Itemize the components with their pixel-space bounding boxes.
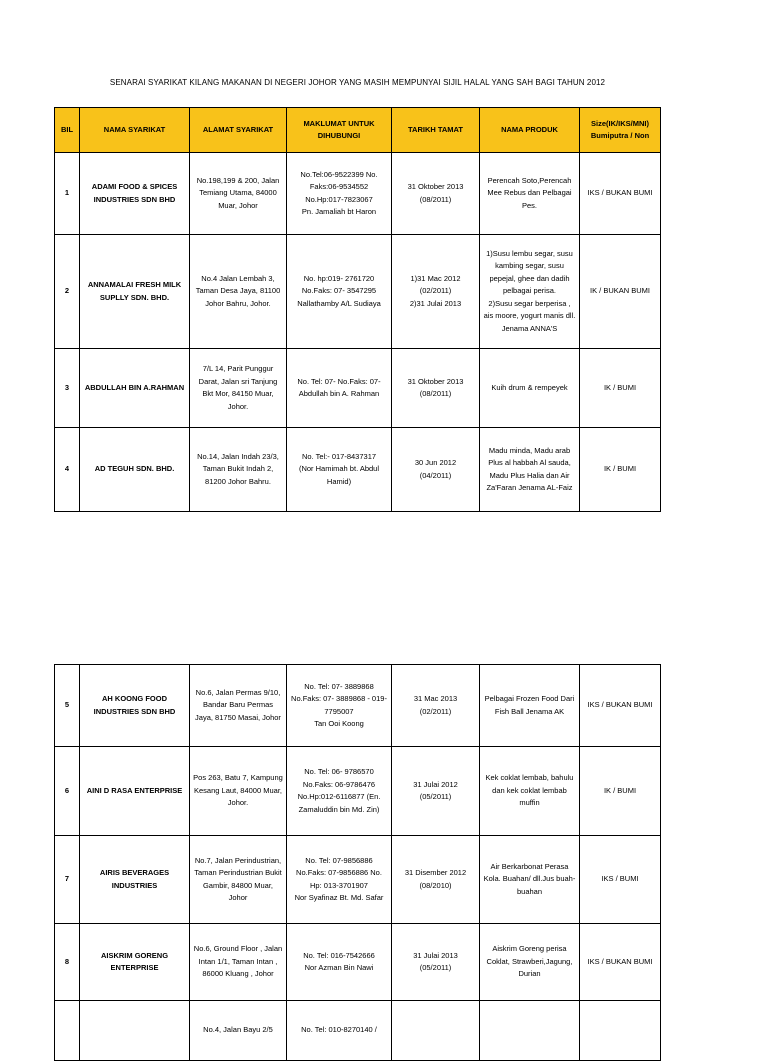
cell-maklumat-line: Abdullah bin A. Rahman xyxy=(298,389,380,398)
cell-maklumat xyxy=(287,349,392,428)
cell-nama-syarikat xyxy=(80,1001,190,1061)
cell-nama-produk: Madu minda, Madu arab Plus al habbah Al sauda, Madu Plus Halia dan Air Za'Faran Jenama AL-Faiz xyxy=(480,428,580,512)
cell-nama-syarikat: ADAMI FOOD & SPICES INDUSTRIES SDN BHD xyxy=(80,153,190,235)
cell-maklumat-line: Faks:06-9534552 xyxy=(309,182,369,191)
cell-maklumat-line: Nallathamby A/L Sudiaya xyxy=(297,298,381,308)
cell-alamat: Pos 263, Batu 7, Kampung Kesang Laut, 84000 Muar, Johor. xyxy=(190,747,287,836)
cell-nama-syarikat: AISKRIM GORENG ENTERPRISE xyxy=(80,924,190,1001)
cell-size: IKS / BUKAN BUMI xyxy=(580,665,661,747)
header-tarikh-tamat: TARIKH TAMAT xyxy=(392,108,480,153)
table-row xyxy=(55,665,661,747)
cell-tarikh-tamat xyxy=(392,924,480,1001)
cell-maklumat xyxy=(287,747,392,836)
header-nama-produk: NAMA PRODUK xyxy=(480,108,580,153)
cell-alamat: No.4, Jalan Bayu 2/5 xyxy=(190,1001,287,1061)
table-row xyxy=(55,428,661,512)
table-row xyxy=(55,924,661,1001)
cell-maklumat-line: No.Tel:06-9522399 No. xyxy=(300,169,378,179)
cell-tarikh-tamat-line: 31 Disember 2012 xyxy=(404,868,467,877)
cell-maklumat-line: No.Faks: 07- 3547295 xyxy=(301,286,377,296)
cell-nama-produk xyxy=(480,1001,580,1061)
cell-alamat: No.4 Jalan Lembah 3, Taman Desa Jaya, 81100 Johor Bahru, Johor. xyxy=(190,235,287,349)
cell-tarikh-tamat-line: 31 Oktober 2013 xyxy=(407,376,464,386)
cell-maklumat-line: No. Tel: 07-9856886 xyxy=(305,855,373,865)
cell-maklumat-line: No. hp:019- 2761720 xyxy=(303,273,375,283)
cell-nama-produk-line: Jenama ANNA'S xyxy=(501,323,558,333)
header-size-line1: Size(IK/IKS/MNI) xyxy=(591,118,649,128)
cell-alamat: No.7, Jalan Perindustrian, Taman Perindustrian Bukit Gambir, 84800 Muar, Johor xyxy=(190,836,287,924)
cell-maklumat-line: No. Tel:- 017-8437317 xyxy=(301,451,377,461)
cell-size: IK / BUMI xyxy=(580,349,661,428)
cell-bil: 1 xyxy=(55,153,80,235)
cell-nama-syarikat: ANNAMALAI FRESH MILK SUPLLY SDN. BHD. xyxy=(80,235,190,349)
cell-tarikh-tamat-line: (08/2010) xyxy=(419,880,452,890)
table-row xyxy=(55,1001,661,1061)
cell-maklumat-line: Nor Azman Bin Nawi xyxy=(304,963,374,972)
table-row xyxy=(55,235,661,349)
cell-bil: 3 xyxy=(55,349,80,428)
table-row xyxy=(55,349,661,428)
table-row xyxy=(55,747,661,836)
cell-maklumat xyxy=(287,1001,392,1061)
cell-maklumat xyxy=(287,836,392,924)
cell-tarikh-tamat-line: (02/2011) xyxy=(419,286,452,296)
cell-size: IKS / BUKAN BUMI xyxy=(580,924,661,1001)
cell-nama-syarikat: AINI D RASA ENTERPRISE xyxy=(80,747,190,836)
cell-maklumat xyxy=(287,235,392,349)
cell-nama-produk: Aiskrim Goreng perisa Coklat, Strawberi,Jagung, Durian xyxy=(480,924,580,1001)
cell-maklumat xyxy=(287,665,392,747)
cell-alamat: No.6, Jalan Permas 9/10, Bandar Baru Permas Jaya, 81750 Masai, Johor xyxy=(190,665,287,747)
cell-nama-produk: Air Berkarbonat Perasa Kola. Buahan/ dll.Jus buah-buahan xyxy=(480,836,580,924)
header-bil: BIL xyxy=(55,108,80,153)
cell-maklumat-line: Pn. Jamaliah bt Haron xyxy=(301,207,377,216)
cell-maklumat-line: No.Faks: 07- 3889868 - 019-7795007 xyxy=(291,694,387,716)
cell-bil xyxy=(55,1001,80,1061)
cell-nama-produk xyxy=(480,235,580,349)
cell-maklumat-line: Tan Ooi Koong xyxy=(314,719,364,728)
cell-tarikh-tamat xyxy=(392,349,480,428)
cell-tarikh-tamat xyxy=(392,665,480,747)
cell-size: IK / BUMI xyxy=(580,428,661,512)
cell-size xyxy=(580,1001,661,1061)
cell-tarikh-tamat-line: (08/2011) xyxy=(419,389,452,398)
header-size-line2: Bumiputra / Non xyxy=(590,131,650,140)
cell-nama-syarikat: AH KOONG FOOD INDUSTRIES SDN BHD xyxy=(80,665,190,747)
cell-tarikh-tamat xyxy=(392,153,480,235)
cell-alamat: No.198,199 & 200, Jalan Temiang Utama, 84000 Muar, Johor xyxy=(190,153,287,235)
cell-maklumat-line: No.Hp:012-6116877 (En. Zamaluddin bin Md. Zin) xyxy=(297,792,381,814)
cell-tarikh-tamat-line: 2)31 Julai 2013 xyxy=(409,298,462,308)
table-row xyxy=(55,153,661,235)
cell-nama-syarikat: AD TEGUH SDN. BHD. xyxy=(80,428,190,512)
cell-tarikh-tamat-line: 30 Jun 2012 xyxy=(414,458,457,467)
cell-size: IKS / BUMI xyxy=(580,836,661,924)
cell-maklumat xyxy=(287,924,392,1001)
page-title: SENARAI SYARIKAT KILANG MAKANAN DI NEGERI JOHOR YANG MASIH MEMPUNYAI SIJIL HALAL YANG SAH BAGI TAHUN 2012 xyxy=(109,78,606,87)
cell-nama-produk: Kek coklat lembab, bahulu dan kek coklat lembab muffin xyxy=(480,747,580,836)
cell-maklumat-line: No. Tel: 016-7542666 xyxy=(303,950,375,960)
cell-maklumat xyxy=(287,153,392,235)
cell-maklumat-line: No. Tel: 07- No.Faks: 07- xyxy=(297,376,381,386)
cell-tarikh-tamat-line: 1)31 Mac 2012 xyxy=(410,273,461,283)
cell-tarikh-tamat-line: 31 Oktober 2013 xyxy=(407,182,464,191)
cell-tarikh-tamat xyxy=(392,747,480,836)
cell-size: IKS / BUKAN BUMI xyxy=(580,153,661,235)
cell-bil: 5 xyxy=(55,665,80,747)
cell-bil: 4 xyxy=(55,428,80,512)
cell-maklumat xyxy=(287,428,392,512)
cell-maklumat-line: No. Tel: 07- 3889868 xyxy=(304,681,374,691)
cell-size: IK / BUMI xyxy=(580,747,661,836)
cell-tarikh-tamat-line: 31 Mac 2013 xyxy=(413,694,458,703)
cell-alamat: No.14, Jalan Indah 23/3, Taman Bukit Indah 2, 81200 Johor Bahru. xyxy=(190,428,287,512)
header-nama-syarikat: NAMA SYARIKAT xyxy=(80,108,190,153)
table-row xyxy=(55,836,661,924)
cell-nama-produk: Kuih drum & rempeyek xyxy=(480,349,580,428)
cell-nama-produk: Perencah Soto,Perencah Mee Rebus dan Pelbagai Pes. xyxy=(480,153,580,235)
header-maklumat: MAKLUMAT UNTUK DIHUBUNGI xyxy=(287,108,392,153)
cell-tarikh-tamat-line: (05/2011) xyxy=(419,792,452,801)
cell-tarikh-tamat-line: 31 Julai 2013 xyxy=(413,950,458,960)
cell-tarikh-tamat-line: 31 Julai 2012 xyxy=(413,779,458,789)
cell-nama-produk-line: 1)Susu lembu segar, susu kambing segar, susu pepejal, ghee dan dadih pelbagai perisa. xyxy=(486,248,573,296)
cell-bil: 7 xyxy=(55,836,80,924)
cell-bil: 6 xyxy=(55,747,80,836)
cell-alamat: 7/L 14, Parit Punggur Darat, Jalan sri Tanjung Bkt Mor, 84150 Muar, Johor. xyxy=(190,349,287,428)
cell-bil: 8 xyxy=(55,924,80,1001)
cell-tarikh-tamat-line: (08/2011) xyxy=(419,194,452,204)
cell-maklumat-line: No.Faks: 06-9786476 xyxy=(302,779,376,789)
cell-bil: 2 xyxy=(55,235,80,349)
cell-tarikh-tamat xyxy=(392,836,480,924)
cell-nama-produk: Pelbagai Frozen Food Dari Fish Ball Jenama AK xyxy=(480,665,580,747)
cell-nama-syarikat: ABDULLAH BIN A.RAHMAN xyxy=(80,349,190,428)
cell-tarikh-tamat-line: (05/2011) xyxy=(419,963,452,972)
cell-maklumat-line: (Nor Hamimah bt. Abdul Hamid) xyxy=(298,464,380,486)
company-table-1 xyxy=(54,107,661,512)
cell-alamat: No.6, Ground Floor , Jalan Intan 1/1, Taman Intan , 86000 Kluang , Johor xyxy=(190,924,287,1001)
cell-maklumat-line: No. Tel: 06- 9786570 xyxy=(304,767,374,776)
cell-maklumat-line: Nor Syafinaz Bt. Md. Safar xyxy=(294,893,384,902)
cell-tarikh-tamat xyxy=(392,428,480,512)
header-alamat-syarikat: ALAMAT SYARIKAT xyxy=(190,108,287,153)
cell-size: IK / BUKAN BUMI xyxy=(580,235,661,349)
cell-tarikh-tamat xyxy=(392,1001,480,1061)
cell-maklumat-line: No. Tel: 010-8270140 / xyxy=(301,1025,377,1035)
cell-tarikh-tamat xyxy=(392,235,480,349)
cell-tarikh-tamat-line: (04/2011) xyxy=(419,470,452,480)
cell-nama-produk-line: 2)Susu segar berperisa , ais moore, yogurt manis dll. xyxy=(483,298,576,321)
table-header-row xyxy=(55,108,661,153)
company-table-2 xyxy=(54,664,661,1061)
cell-nama-syarikat: AIRIS BEVERAGES INDUSTRIES xyxy=(80,836,190,924)
cell-maklumat-line: No.Faks: 07-9856886 No. Hp: 013-3701907 xyxy=(296,868,382,890)
cell-tarikh-tamat-line: (02/2011) xyxy=(419,706,452,716)
header-size xyxy=(580,108,661,153)
cell-maklumat-line: No.Hp:017-7823067 xyxy=(305,194,373,204)
